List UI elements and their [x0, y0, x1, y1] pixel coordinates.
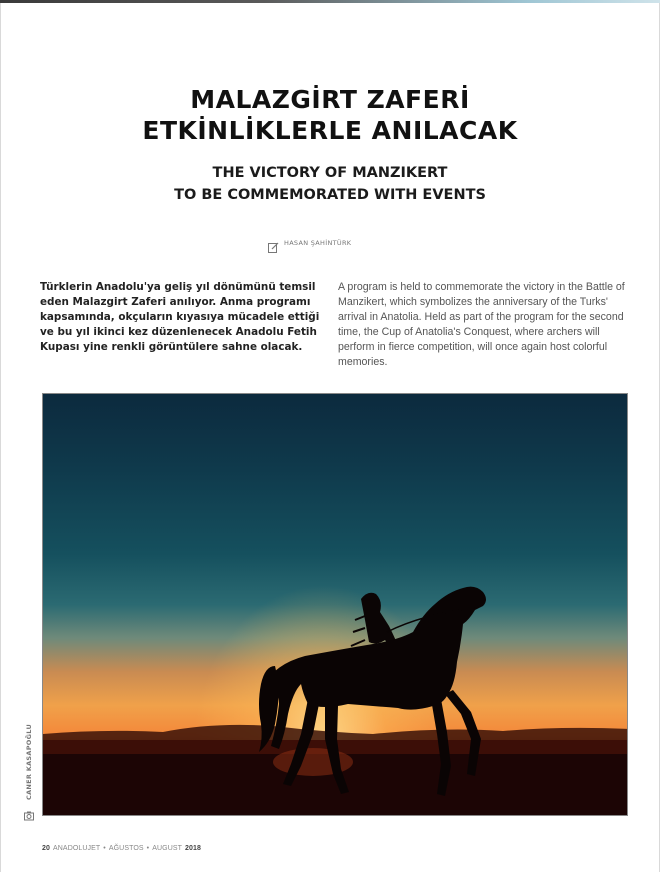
author-name: HASAN ŞAHİNTÜRK	[284, 239, 352, 247]
page-footer	[42, 842, 201, 854]
magazine-name: ANADOLUJET	[53, 844, 101, 852]
month-english: AUGUST	[152, 844, 183, 852]
pen-icon	[268, 238, 279, 249]
page-number: 20	[42, 844, 50, 852]
year: 2018	[185, 844, 201, 852]
article-title-turkish	[0, 84, 660, 146]
lead-paragraph-turkish: Türklerin Anadolu'ya geliş yıl dönümünü temsil eden Malazgirt Zaferi anılıyor. Anma programı kapsamında, okçuların kıyasıya mücadele ettiği ve bu yıl ikinci kez düzenlenecek Anadolu Fetih Kupası yine renkli görüntülere sahne olacak.	[40, 281, 320, 353]
separator-2: •	[146, 844, 150, 852]
title-line-1: MALAZGİRT ZAFERİ	[190, 85, 470, 114]
hero-photo-horse-rider-sunset	[42, 393, 628, 816]
subtitle-line-1: THE VICTORY OF MANZIKERT	[212, 165, 448, 181]
photographer-name: CANER KASAPOĞLU	[25, 723, 33, 800]
title-line-2: ETKİNLİKLERLE ANILACAK	[142, 116, 518, 145]
separator-1: •	[103, 844, 106, 852]
subtitle-line-2: TO BE COMMEMORATED WITH EVENTS	[174, 187, 486, 203]
rider-silhouette	[43, 394, 628, 816]
article-title-english	[0, 162, 660, 206]
photo-credit	[22, 716, 36, 816]
month-turkish: AĞUSTOS	[108, 844, 144, 852]
lead-paragraph-english: A program is held to commemorate the victory in the Battle of Manzikert, which symbolizes the anniversary of the Turks' arrival in Anatolia. Held as part of the program for the second time, the Cup of Anatolia's Conquest, where archers will perform in fierce competition, will once again host colorful memories.	[338, 281, 625, 368]
byline	[268, 236, 351, 250]
camera-icon	[24, 806, 34, 816]
